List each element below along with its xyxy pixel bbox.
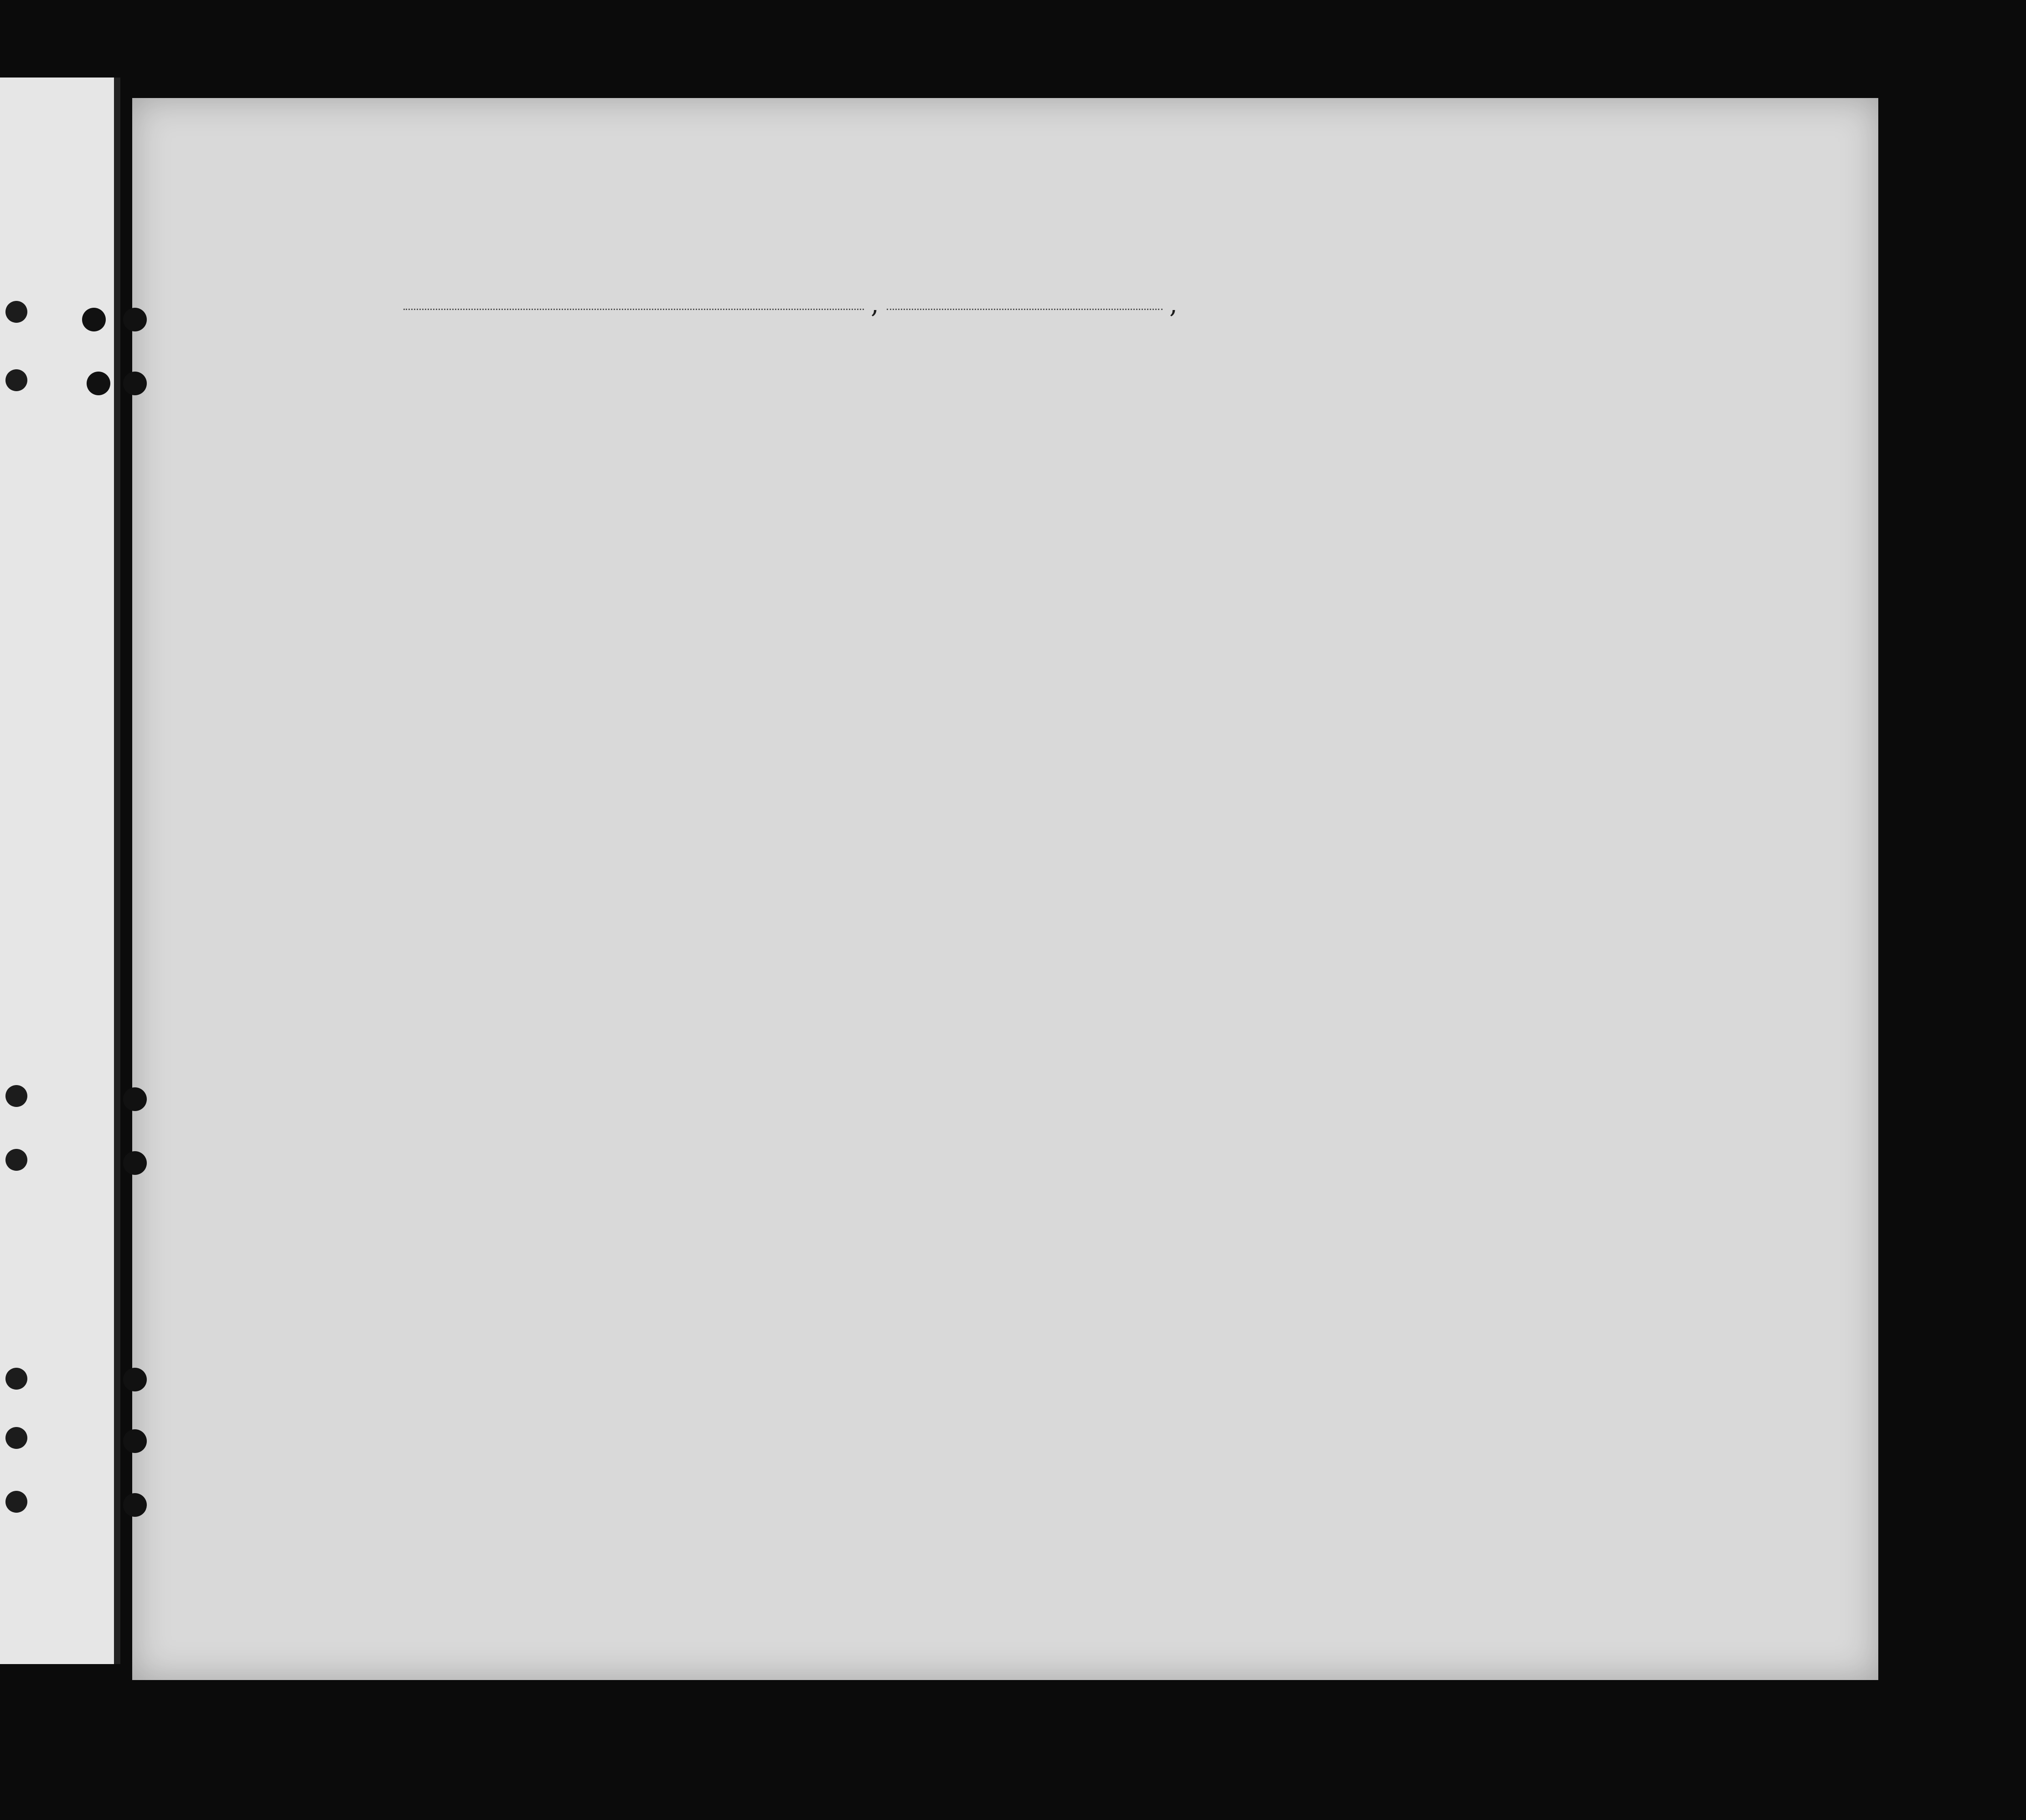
- punch-hole: [5, 1427, 27, 1449]
- punch-hole: [123, 1151, 147, 1175]
- punch-hole: [5, 1149, 27, 1171]
- punch-hole: [5, 1368, 27, 1390]
- punch-hole: [123, 1087, 147, 1111]
- punch-hole: [123, 1493, 147, 1517]
- punch-hole: [5, 1085, 27, 1107]
- date-dotted-line: [887, 309, 1163, 310]
- punch-hole: [5, 1491, 27, 1513]
- comma: ,: [871, 290, 879, 319]
- punch-hole: [87, 372, 110, 395]
- punch-hole: [82, 308, 106, 331]
- port-dotted-line: [403, 309, 864, 310]
- punch-hole: [5, 369, 27, 391]
- punch-hole: [123, 372, 147, 395]
- punch-hole: [5, 301, 27, 323]
- punch-hole: [123, 1368, 147, 1391]
- comma: ,: [1169, 290, 1178, 319]
- manifest-sheet: [132, 98, 1878, 1680]
- punch-hole: [123, 1429, 147, 1453]
- table-grid: [132, 98, 1878, 1680]
- punch-hole: [123, 308, 147, 331]
